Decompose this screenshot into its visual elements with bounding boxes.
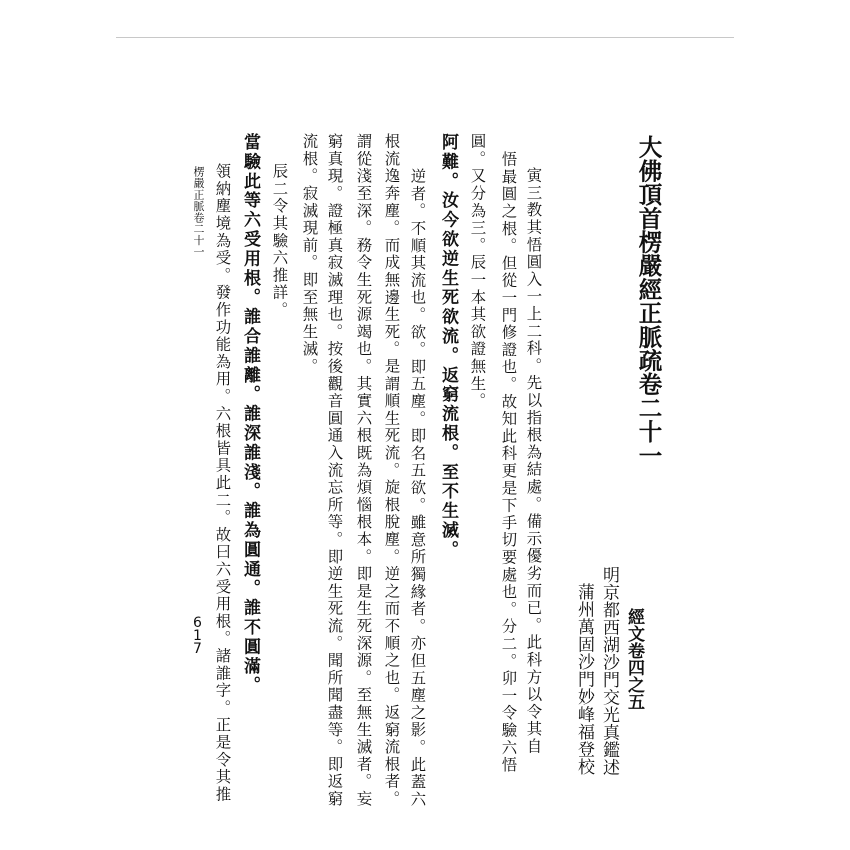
running-footer: 楞嚴正脈卷二十一 bbox=[192, 166, 205, 258]
commentary-column: 辰二令其驗六推詳。 bbox=[270, 163, 289, 319]
sutra-column: 當驗此等六受用根。誰合誰離。誰深誰淺。誰為圓通。誰不圓滿。 bbox=[240, 133, 260, 696]
commentary-column: 逆者。不順其流也。欲。即五塵。即名五欲。雖意所獨緣者。亦但五塵之影。此蓋六 bbox=[408, 168, 427, 809]
commentary-column: 領納塵境為受。發作功能為用。六根皆具此二。故曰六受用根。諸誰字。正是令其推 bbox=[213, 163, 232, 804]
top-rule bbox=[116, 37, 734, 38]
page-number-digit: 6 bbox=[193, 615, 202, 631]
page-title: 大佛頂首楞嚴經正脈疏卷二十一 bbox=[634, 135, 663, 467]
commentary-column: 謂從淺至深。務令生死源竭也。其實六根既為煩惱根本。即是生死深源。至無生滅者。妄 bbox=[354, 133, 373, 808]
chapter-subtitle: 經文卷四之五 bbox=[624, 608, 644, 710]
sutra-column: 阿難。汝今欲逆生死欲流。返窮流根。至不生滅。 bbox=[438, 133, 458, 560]
commentary-column: 窮真現。證極真寂滅理也。按後觀音圓通入流忘所等。即逆生死流。聞所聞盡等。即返窮 bbox=[325, 133, 344, 808]
page-number-digit: 1 bbox=[193, 628, 202, 644]
commentary-column: 圓。又分為三。辰一本其欲證無生。 bbox=[468, 133, 487, 410]
commentary-column: 根流逸奔塵。而成無邊生死。是謂順生死流。旋根脫塵。逆之而不順之也。返窮流根者。 bbox=[382, 133, 401, 808]
commentary-column: 流根。寂滅現前。即至無生滅。 bbox=[300, 133, 319, 376]
commentary-column: 悟最圓之根。但從一門修證也。故知此科更是下手切要處也。分二。卯一令驗六悟 bbox=[499, 151, 518, 774]
page-number-text bbox=[193, 617, 202, 656]
page-number-digit: 7 bbox=[193, 641, 202, 657]
editor-line: 蒲州萬固沙門妙峰福登校 bbox=[574, 583, 594, 776]
author-line: 明京都西湖沙門交光真鑑述 bbox=[599, 566, 619, 776]
page-number bbox=[193, 617, 202, 656]
commentary-column: 寅三教其悟圓入一上二科。先以指根為結處。備示優劣而已。此科方以令其自 bbox=[524, 167, 543, 756]
